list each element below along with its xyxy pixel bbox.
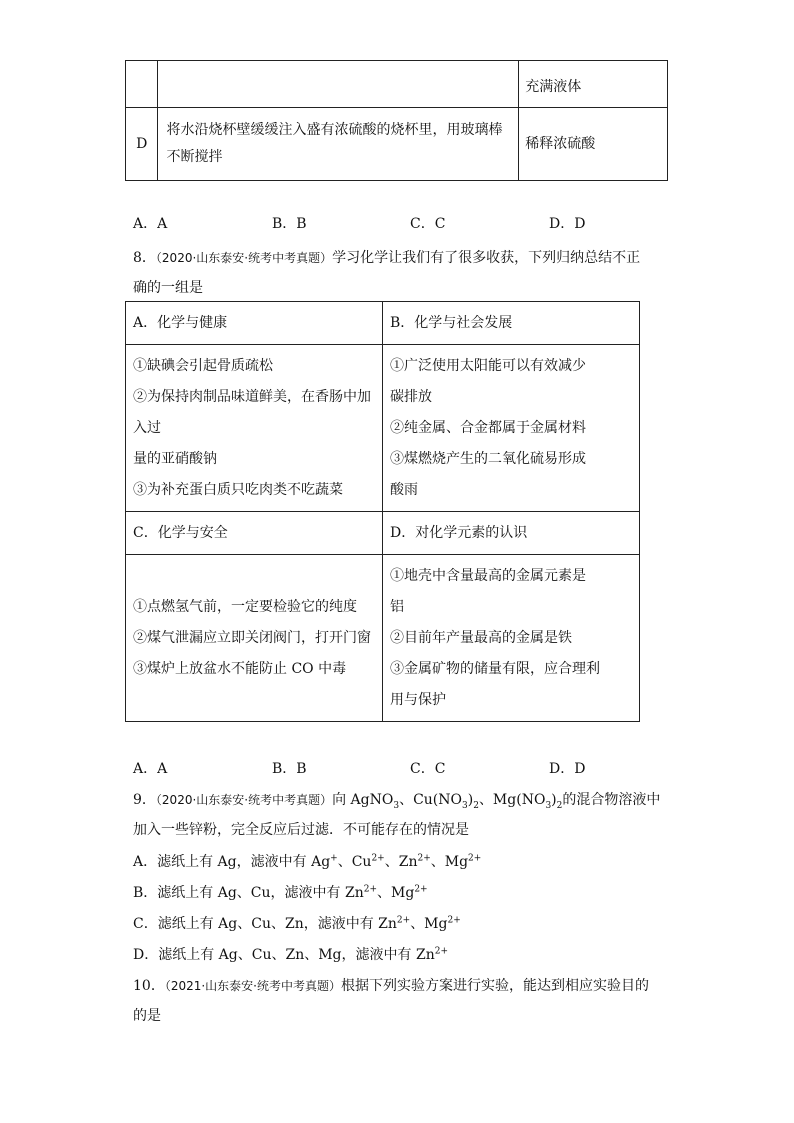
q10-line2: 的是	[133, 1008, 161, 1024]
q8-table-header-row	[126, 302, 640, 345]
option-text: 、Mg	[410, 916, 448, 932]
option-text: 、Mg	[377, 885, 415, 901]
subscript: 3	[462, 800, 468, 811]
q8-option-c[interactable]: C．C	[410, 761, 446, 777]
superscript: 2+	[434, 946, 448, 957]
q7-table-row	[126, 61, 668, 108]
q9-text: 、Mg(NO	[478, 792, 546, 808]
q7-table-row	[126, 108, 668, 181]
q9-text: 的混合物溶液中	[562, 792, 661, 808]
q8-line2: 确的一组是	[133, 280, 203, 296]
q8-options	[133, 758, 693, 782]
list-item: ②煤气泄漏应立即关闭阀门，打开门窗	[133, 629, 371, 646]
list-item: ①缺碘会引起骨质疏松	[133, 357, 273, 374]
subscript: 2	[556, 800, 563, 811]
list-item: ②为保持肉制品味道鲜美，在香肠中加入过	[133, 388, 371, 436]
q9-source: （2020·山东泰安·统考中考真题）	[155, 793, 333, 807]
q8-option-d[interactable]: D．D	[549, 761, 586, 777]
list-item: ②纯金属、合金都属于金属材料	[390, 419, 586, 436]
q8-option-a[interactable]: A．A	[133, 761, 168, 777]
superscript: +	[330, 853, 338, 864]
superscript: 2+	[447, 915, 461, 926]
q9-option-b[interactable]	[133, 881, 693, 905]
q7-table	[125, 60, 668, 181]
q7-cell-operation	[158, 61, 519, 108]
q7-cell-operation: 将水沿烧杯壁缓缓注入盛有浓硫酸的烧杯里，用玻璃棒不断搅拌	[158, 108, 519, 181]
q10-source: （2021·山东泰安·统考中考真题）	[164, 979, 341, 993]
q7-option-b[interactable]: B．B	[272, 216, 307, 232]
q7-options	[133, 213, 693, 237]
q8-line1	[133, 243, 673, 273]
q8-text: 学习化学让我们有了很多收获，下列归纳总结不正	[332, 250, 641, 266]
option-text: B．滤纸上有 Ag、Cu，滤液中有 Zn	[133, 885, 364, 901]
subscript: 2	[473, 800, 479, 811]
superscript: 2+	[414, 884, 428, 895]
q7-option-c[interactable]: C．C	[410, 216, 446, 232]
q7-option-d[interactable]: D．D	[549, 216, 586, 232]
q9-text: )	[551, 792, 557, 808]
q10-number: 10．	[133, 978, 165, 994]
q9-text: )	[467, 792, 474, 808]
q8-stem	[133, 243, 673, 303]
q8-number: 8．	[133, 250, 156, 266]
list-item: ③煤燃烧产生的二氧化硫易形成	[390, 450, 586, 467]
option-text: D．滤纸上有 Ag、Cu、Zn、Mg，滤液中有 Zn	[133, 947, 435, 963]
q8-cell-b-body	[383, 345, 640, 512]
superscript: 2+	[371, 853, 385, 864]
q9-text: 、Cu(NO	[399, 792, 462, 808]
q9-option-c[interactable]	[133, 912, 693, 936]
q8-table-body-row	[126, 345, 640, 512]
q8-cell-a-head: A．化学与健康	[126, 302, 383, 345]
q7-cell-label	[126, 61, 158, 108]
q8-cell-a-body	[126, 345, 383, 512]
option-text: C．滤纸上有 Ag、Cu、Zn，滤液中有 Zn	[133, 916, 397, 932]
superscript: 2+	[396, 915, 411, 926]
subscript: 3	[393, 800, 400, 811]
q10-line1	[133, 971, 673, 1001]
q8-cell-d-body	[383, 555, 640, 722]
list-item: ②目前年产量最高的金属是铁	[390, 629, 572, 646]
option-text: A．滤纸上有 Ag，滤液中有 Ag	[133, 854, 331, 870]
q7-option-a[interactable]: A．A	[133, 216, 168, 232]
q8-cell-d-head: D．对化学元素的认识	[383, 512, 640, 555]
subscript: 3	[545, 800, 552, 811]
q8-option-b[interactable]: B．B	[272, 761, 307, 777]
list-item: ①地壳中含量最高的金属元素是	[390, 567, 586, 584]
q7-cell-label: D	[126, 108, 158, 181]
list-item: 碳排放	[390, 388, 432, 405]
list-item: 用与保护	[390, 691, 446, 708]
q8-table-header-row	[126, 512, 640, 555]
superscript: 2+	[363, 884, 378, 895]
option-text: 、Cu	[337, 854, 372, 870]
q9-number: 9．	[133, 792, 156, 808]
list-item: 酸雨	[390, 481, 418, 498]
q8-cell-c-body	[126, 555, 383, 722]
q8-cell-b-head: B．化学与社会发展	[383, 302, 640, 345]
option-text: 、Zn	[384, 854, 418, 870]
list-item: ①点燃氢气前，一定要检验它的纯度	[133, 598, 357, 615]
q8-table	[125, 301, 640, 722]
q7-cell-purpose: 充满液体	[519, 61, 668, 108]
list-item: ③为补充蛋白质只吃肉类不吃蔬菜	[133, 481, 343, 498]
q9-line2: 加入一些锌粉，完全反应后过滤．不可能存在的情况是	[133, 822, 469, 838]
superscript: 2+	[468, 853, 482, 864]
superscript: 2+	[417, 853, 431, 864]
q9-line1	[133, 785, 673, 815]
list-item: 量的亚硝酸钠	[133, 450, 217, 467]
option-text: 、Mg	[430, 854, 469, 870]
q9-text: 向 AgNO	[332, 792, 394, 808]
list-item: ①广泛使用太阳能可以有效减少	[390, 357, 586, 374]
list-item: ③金属矿物的储量有限，应合理利	[390, 660, 600, 677]
q8-cell-c-head: C．化学与安全	[126, 512, 383, 555]
q7-cell-purpose: 稀释浓硫酸	[519, 108, 668, 181]
q10-text: 根据下列实验方案进行实验，能达到相应实验目的	[341, 978, 649, 994]
list-item: ③煤炉上放盆水不能防止 CO 中毒	[133, 660, 347, 677]
q9-option-a[interactable]	[133, 850, 693, 874]
list-item: 铝	[390, 598, 404, 615]
q9-stem	[133, 785, 673, 845]
q8-table-body-row	[126, 555, 640, 722]
q10-stem	[133, 971, 673, 1031]
q8-source: （2020·山东泰安·统考中考真题）	[155, 251, 333, 265]
q9-option-d[interactable]	[133, 943, 693, 967]
